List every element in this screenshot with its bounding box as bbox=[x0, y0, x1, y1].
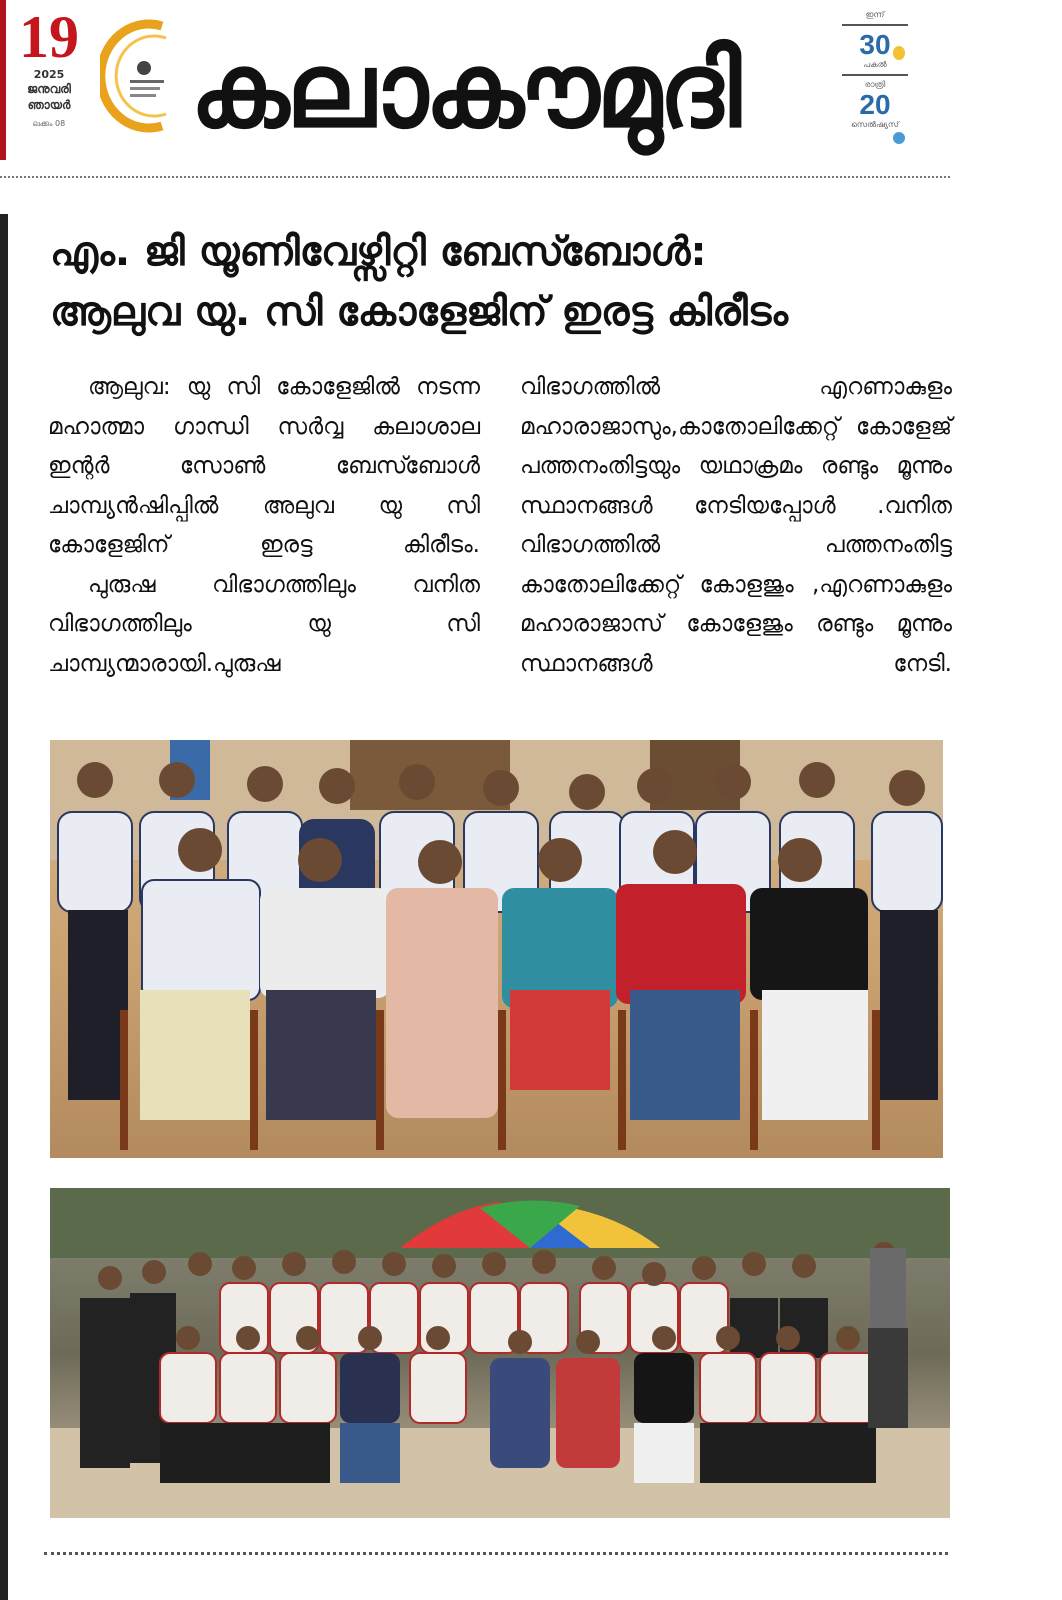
weather-high-unit: പകൽ bbox=[863, 60, 887, 69]
date-year: 2025 bbox=[33, 68, 65, 81]
article-headline bbox=[50, 222, 930, 342]
newspaper-title: കലാകൗമുദി bbox=[190, 29, 739, 151]
masthead-divider bbox=[0, 176, 950, 178]
article-paragraph: വിഭാഗത്തിൽ എറണാകുളം മഹാരാജാസും,കാതോലിക്കേറ്റ് കോളേജ് പത്തനംതിട്ടയും യഥാക്രമം രണ്ടും മൂന്നും സ്ഥാനങ്ങൾ നേടിയപ്പോൾ .വനിത വിഭാഗത്തിൽ പത്തനംതിട്ട കാതോലിക്കേറ്റ് കോളജും ,എറണാകുളം മഹാരാജാസ് കോളേജും രണ്ടും മൂന്നും സ്ഥാനങ്ങൾ നേടി. bbox=[520, 374, 952, 677]
team-photo-men bbox=[50, 1188, 950, 1518]
article-side-bar bbox=[0, 214, 8, 1600]
article-paragraph: പുരുഷ വിഭാഗത്തിലും വനിത വിഭാഗത്തിലും യു സി ചാമ്പ്യന്മാരായി.പുരുഷ bbox=[48, 571, 480, 677]
weather-rule bbox=[842, 24, 908, 26]
date-month: ജനുവരി bbox=[27, 82, 71, 96]
article-column-right bbox=[520, 368, 952, 684]
weather-low-value: 20 bbox=[859, 89, 891, 120]
headline-line-2: ആലുവ യു. സി കോളേജിന് ഇരട്ട കിരീടം bbox=[50, 289, 789, 335]
weather-low-label: രാത്രി bbox=[864, 80, 886, 89]
edition-number: ലക്കം 08 bbox=[32, 119, 66, 128]
masthead-left-strip bbox=[0, 0, 6, 160]
newspaper-emblem-icon bbox=[100, 16, 186, 136]
date-day: 19 bbox=[19, 4, 79, 70]
article-column-left bbox=[48, 368, 480, 684]
weather-high-value: 30 bbox=[859, 29, 891, 60]
page-bottom-divider bbox=[44, 1552, 948, 1555]
sun-icon bbox=[893, 46, 905, 60]
team-photo-women bbox=[50, 740, 943, 1158]
article-paragraph: ആലുവ: യു സി കോളേജിൽ നടന്ന മഹാത്മാ ഗാന്ധി സർവ്വ കലാശാല ഇന്റർ സോൺ ബേസ്ബോൾ ചാമ്പ്യൻഷിപ്പിൽ അലുവ യു സി കോളേജിന് ഇരട്ട കിരീടം. bbox=[48, 374, 480, 558]
headline-line-1: എം. ജി യൂണിവേഴ്സിറ്റി ബേസ്ബോൾ: bbox=[50, 229, 707, 275]
raindrop-icon bbox=[893, 132, 905, 144]
weather-rule bbox=[842, 74, 908, 76]
date-weekday: ഞായർ bbox=[27, 98, 71, 112]
weather-high-label: ഇന്ന് bbox=[865, 10, 885, 19]
weather-low-unit: സെൽഷ്യസ് bbox=[851, 120, 899, 129]
date-block bbox=[14, 6, 84, 129]
weather-box bbox=[835, 10, 915, 160]
masthead bbox=[0, 0, 950, 175]
